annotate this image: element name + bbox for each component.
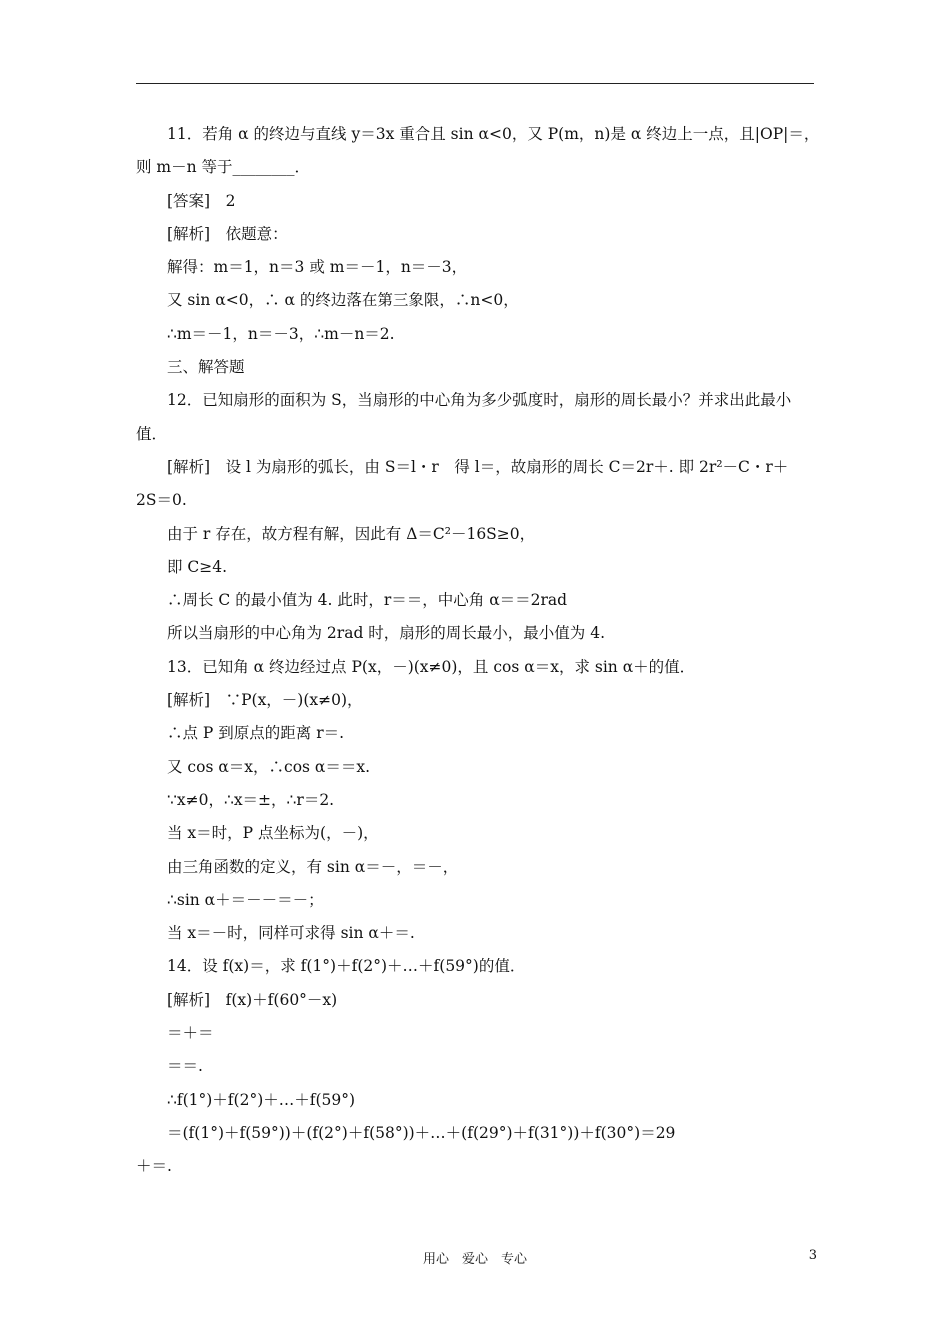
text-line: 当 x＝－时，同样可求得 sin α＋＝. <box>167 924 415 943</box>
text-line: 13．已知角 α 终边经过点 P(x，－)(x≠0)，且 cos α＝x，求 sin α＋的值． <box>167 657 696 676</box>
page-number: 3 <box>808 1248 817 1263</box>
text-line: [解析] 依题意： <box>167 224 288 243</box>
text-line: ∴f(1°)＋f(2°)＋…＋f(59°) <box>167 1090 356 1109</box>
text-line: 值． <box>136 424 168 443</box>
text-line: 2S＝0. <box>136 491 187 510</box>
page-footer <box>0 1248 950 1268</box>
text-line: [解析] ∵P(x，－)(x≠0)， <box>167 691 363 710</box>
text-line: 12．已知扇形的面积为 S，当扇形的中心角为多少弧度时，扇形的周长最小？并求出此最小 <box>167 391 792 410</box>
text-line: 又 cos α＝x，∴cos α＝＝x. <box>167 757 371 776</box>
text-line: [解析] 设 l 为扇形的弧长，由 S＝l・r 得 l＝，故扇形的周长 C＝2r＋. 即 2r²－C・r＋ <box>167 457 789 476</box>
page-content <box>136 118 820 1184</box>
text-line: ∵x≠0，∴x＝±，∴r＝2. <box>167 790 335 809</box>
text-line: ＝(f(1°)＋f(59°))＋(f(2°)＋f(58°))＋…＋(f(29°)＋f(31°))＋f(30°)＝29 <box>167 1123 676 1142</box>
text-line: ＋＝. <box>136 1157 172 1176</box>
text-line: 由三角函数的定义，有 sin α＝－，＝－， <box>167 857 459 876</box>
text-line: 当 x＝时，P 点坐标为(，－)， <box>167 824 379 843</box>
text-line: ＝＋＝ <box>167 1024 214 1043</box>
text-line: ＝＝. <box>167 1057 203 1076</box>
text-line: 又 sin α<0，∴ α 的终边落在第三象限，∴n<0， <box>167 291 519 310</box>
text-line: 解得：m＝1，n＝3 或 m＝－1，n＝－3， <box>167 258 468 277</box>
text-line: ∴m＝－1，n＝－3，∴m－n＝2. <box>167 324 395 343</box>
text-line: 则 m－n 等于________． <box>136 158 311 177</box>
text-line: 11．若角 α 的终边与直线 y＝3x 重合且 sin α<0，又 P(m，n)是 α 终边上一点，且|OP|＝， <box>167 125 820 143</box>
text-line: 三、解答题 <box>167 358 245 377</box>
text-line: 即 C≥4. <box>167 557 228 576</box>
text-line: 由于 r 存在，故方程有解，因此有 Δ＝C²－16S≥0， <box>167 524 536 543</box>
text-line: 14．设 f(x)＝，求 f(1°)＋f(2°)＋…＋f(59°)的值． <box>167 957 526 976</box>
text-line: [答案] 2 <box>167 191 236 210</box>
text-line: [解析] f(x)＋f(60°－x) <box>167 990 338 1009</box>
header-rule <box>136 83 814 84</box>
footer-slogan: 用心 爱心 专心 <box>422 1252 527 1267</box>
text-line: ∴周长 C 的最小值为 4. 此时，r＝＝，中心角 α＝＝2rad <box>167 591 568 610</box>
text-line: ∴sin α＋＝－－＝－； <box>167 890 324 909</box>
text-line: 所以当扇形的中心角为 2rad 时，扇形的周长最小，最小值为 4. <box>167 624 606 643</box>
text-line: ∴点 P 到原点的距离 r＝. <box>167 724 345 743</box>
